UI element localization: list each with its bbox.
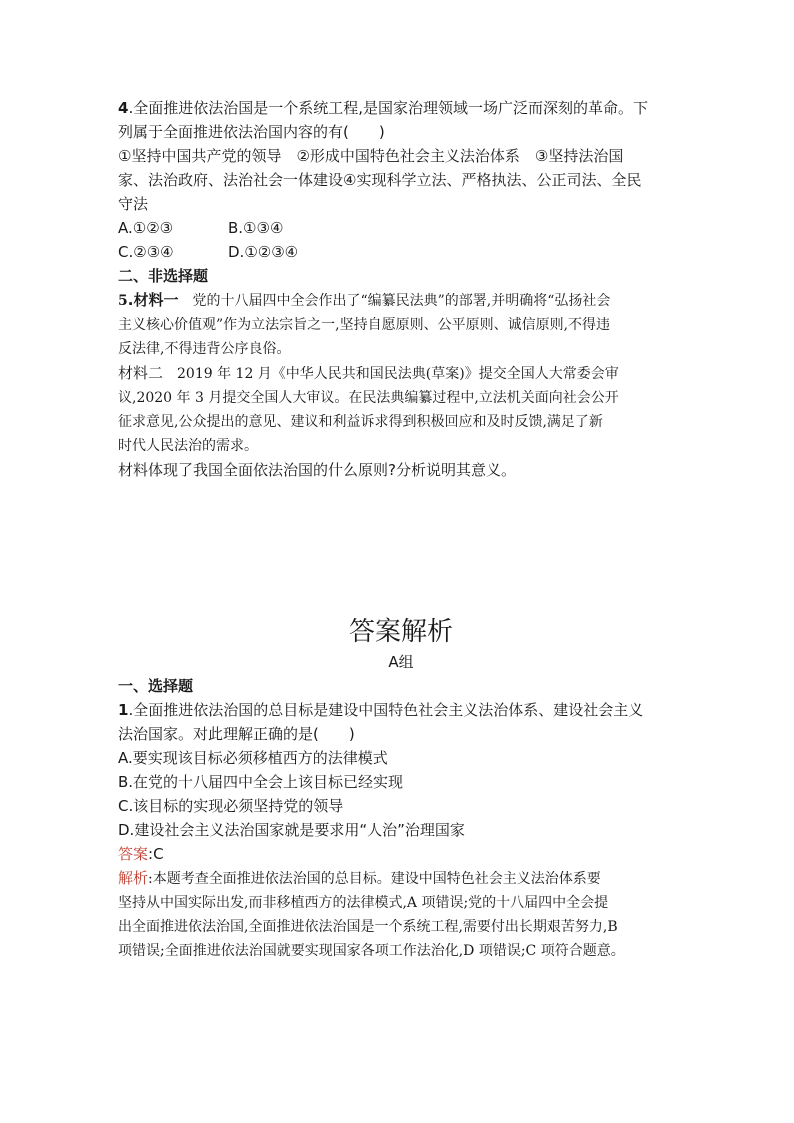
- q4-items-line1: ①坚持中国共产党的领导 ②形成中国特色社会主义法治体系 ③坚持法治国: [118, 147, 624, 165]
- q1-number: 1: [118, 701, 129, 719]
- q4-stem-line2: 列属于全面推进依法治国内容的有( ): [118, 123, 385, 141]
- answer-section1-title: 一、选择题: [118, 677, 194, 695]
- document-page: [118, 96, 684, 963]
- q1-option-c: C.该目标的实现必须坚持党的领导: [118, 797, 344, 815]
- q1-analysis-line1: [118, 866, 684, 891]
- q1-option-a: A.要实现该目标必须移植西方的法律模式: [118, 749, 388, 767]
- q5-material1-line1: [118, 288, 684, 313]
- section2-title: 二、非选择题: [118, 267, 209, 285]
- q1-answer-value: :C: [148, 845, 164, 863]
- q4-option-b: B.①③④: [228, 219, 284, 237]
- q4-stem-line1: [118, 96, 684, 120]
- q1-analysis-line2: 坚持从中国实际出发,而非移植西方的法律模式,A 项错误;党的十八届四中全会提: [118, 895, 609, 911]
- q1-analysis-label: 解析: [118, 869, 149, 887]
- q5-question: 材料体现了我国全面依法治国的什么原则?分析说明其意义。: [118, 461, 516, 479]
- q5-material1-line3: 反法律,不得违背公序良俗。: [118, 341, 291, 357]
- q5-material1-text1: 党的十八届四中全会作出了“编纂民法典”的部署,并明确将“弘扬社会: [178, 293, 611, 309]
- q4-option-a: A.①②③: [118, 219, 174, 237]
- q5-material2-line1: [118, 361, 684, 386]
- q4-stem-text1: .全面推进依法治国是一个系统工程,是国家治理领域一场广泛而深刻的革命。下: [128, 99, 648, 117]
- q5-material2-line2: 议,2020 年 3 月提交全国人大审议。在民法典编纂过程中,立法机关面向社会公开: [118, 390, 619, 406]
- q4-items-line3: 守法: [118, 195, 149, 213]
- q5-material2-line4: 时代人民法治的需求。: [118, 438, 258, 454]
- q1-analysis-line3: 出全面推进依法治国,全面推进依法治国是一个系统工程,需要付出长期艰苦努力,B: [118, 919, 618, 935]
- q4-options-row2: [118, 240, 684, 264]
- q4-items-line2: 家、法治政府、法治社会一体建设④实现科学立法、严格执法、公正司法、全民: [118, 171, 642, 189]
- q1-option-b: B.在党的十八届四中全会上该目标已经实现: [118, 773, 404, 791]
- q5-number: 5: [118, 293, 128, 309]
- q4-option-c: C.②③④: [118, 243, 174, 261]
- q1-answer: [118, 842, 684, 866]
- q1-option-d: D.建设社会主义法治国家就是要求用“人治”治理国家: [118, 821, 465, 839]
- q4-options-row1: [118, 216, 684, 240]
- q1-analysis-line4: 项错误;全面推进依法治国就要实现国家各项工作法治化,D 项错误;C 项符合题意。: [118, 943, 625, 959]
- q1-stem-line2: 法治国家。对此理解正确的是( ): [118, 725, 355, 743]
- answer-group-title: A组: [388, 653, 414, 671]
- q5-material1-label: .材料一: [127, 291, 179, 309]
- q5-material2-line3: 征求意见,公众提出的意见、建议和利益诉求得到积极回应和及时反馈,满足了新: [118, 414, 603, 430]
- q1-stem-line1: [118, 698, 684, 722]
- q5-material2-label: 材料二: [118, 364, 164, 382]
- q1-analysis-text1: :本题考查全面推进依法治国的总目标。建设中国特色社会主义法治体系要: [148, 871, 601, 887]
- q5-material2-text1: 2019 年 12 月《中华人民共和国民法典(草案)》提交全国人大常委会审: [163, 366, 619, 382]
- q5-material1-line2: 主义核心价值观”作为立法宗旨之一,坚持自愿原则、公平原则、诚信原则,不得违: [118, 317, 611, 333]
- q4-number: 4: [118, 99, 129, 117]
- answer-space: [118, 482, 684, 614]
- answer-section-title: 答案解析: [348, 617, 453, 647]
- q4-option-d: D.①②③④: [228, 243, 299, 261]
- q1-stem-text1: .全面推进依法治国的总目标是建设中国特色社会主义法治体系、建设社会主义: [128, 701, 644, 719]
- q1-answer-label: 答案: [118, 845, 149, 863]
